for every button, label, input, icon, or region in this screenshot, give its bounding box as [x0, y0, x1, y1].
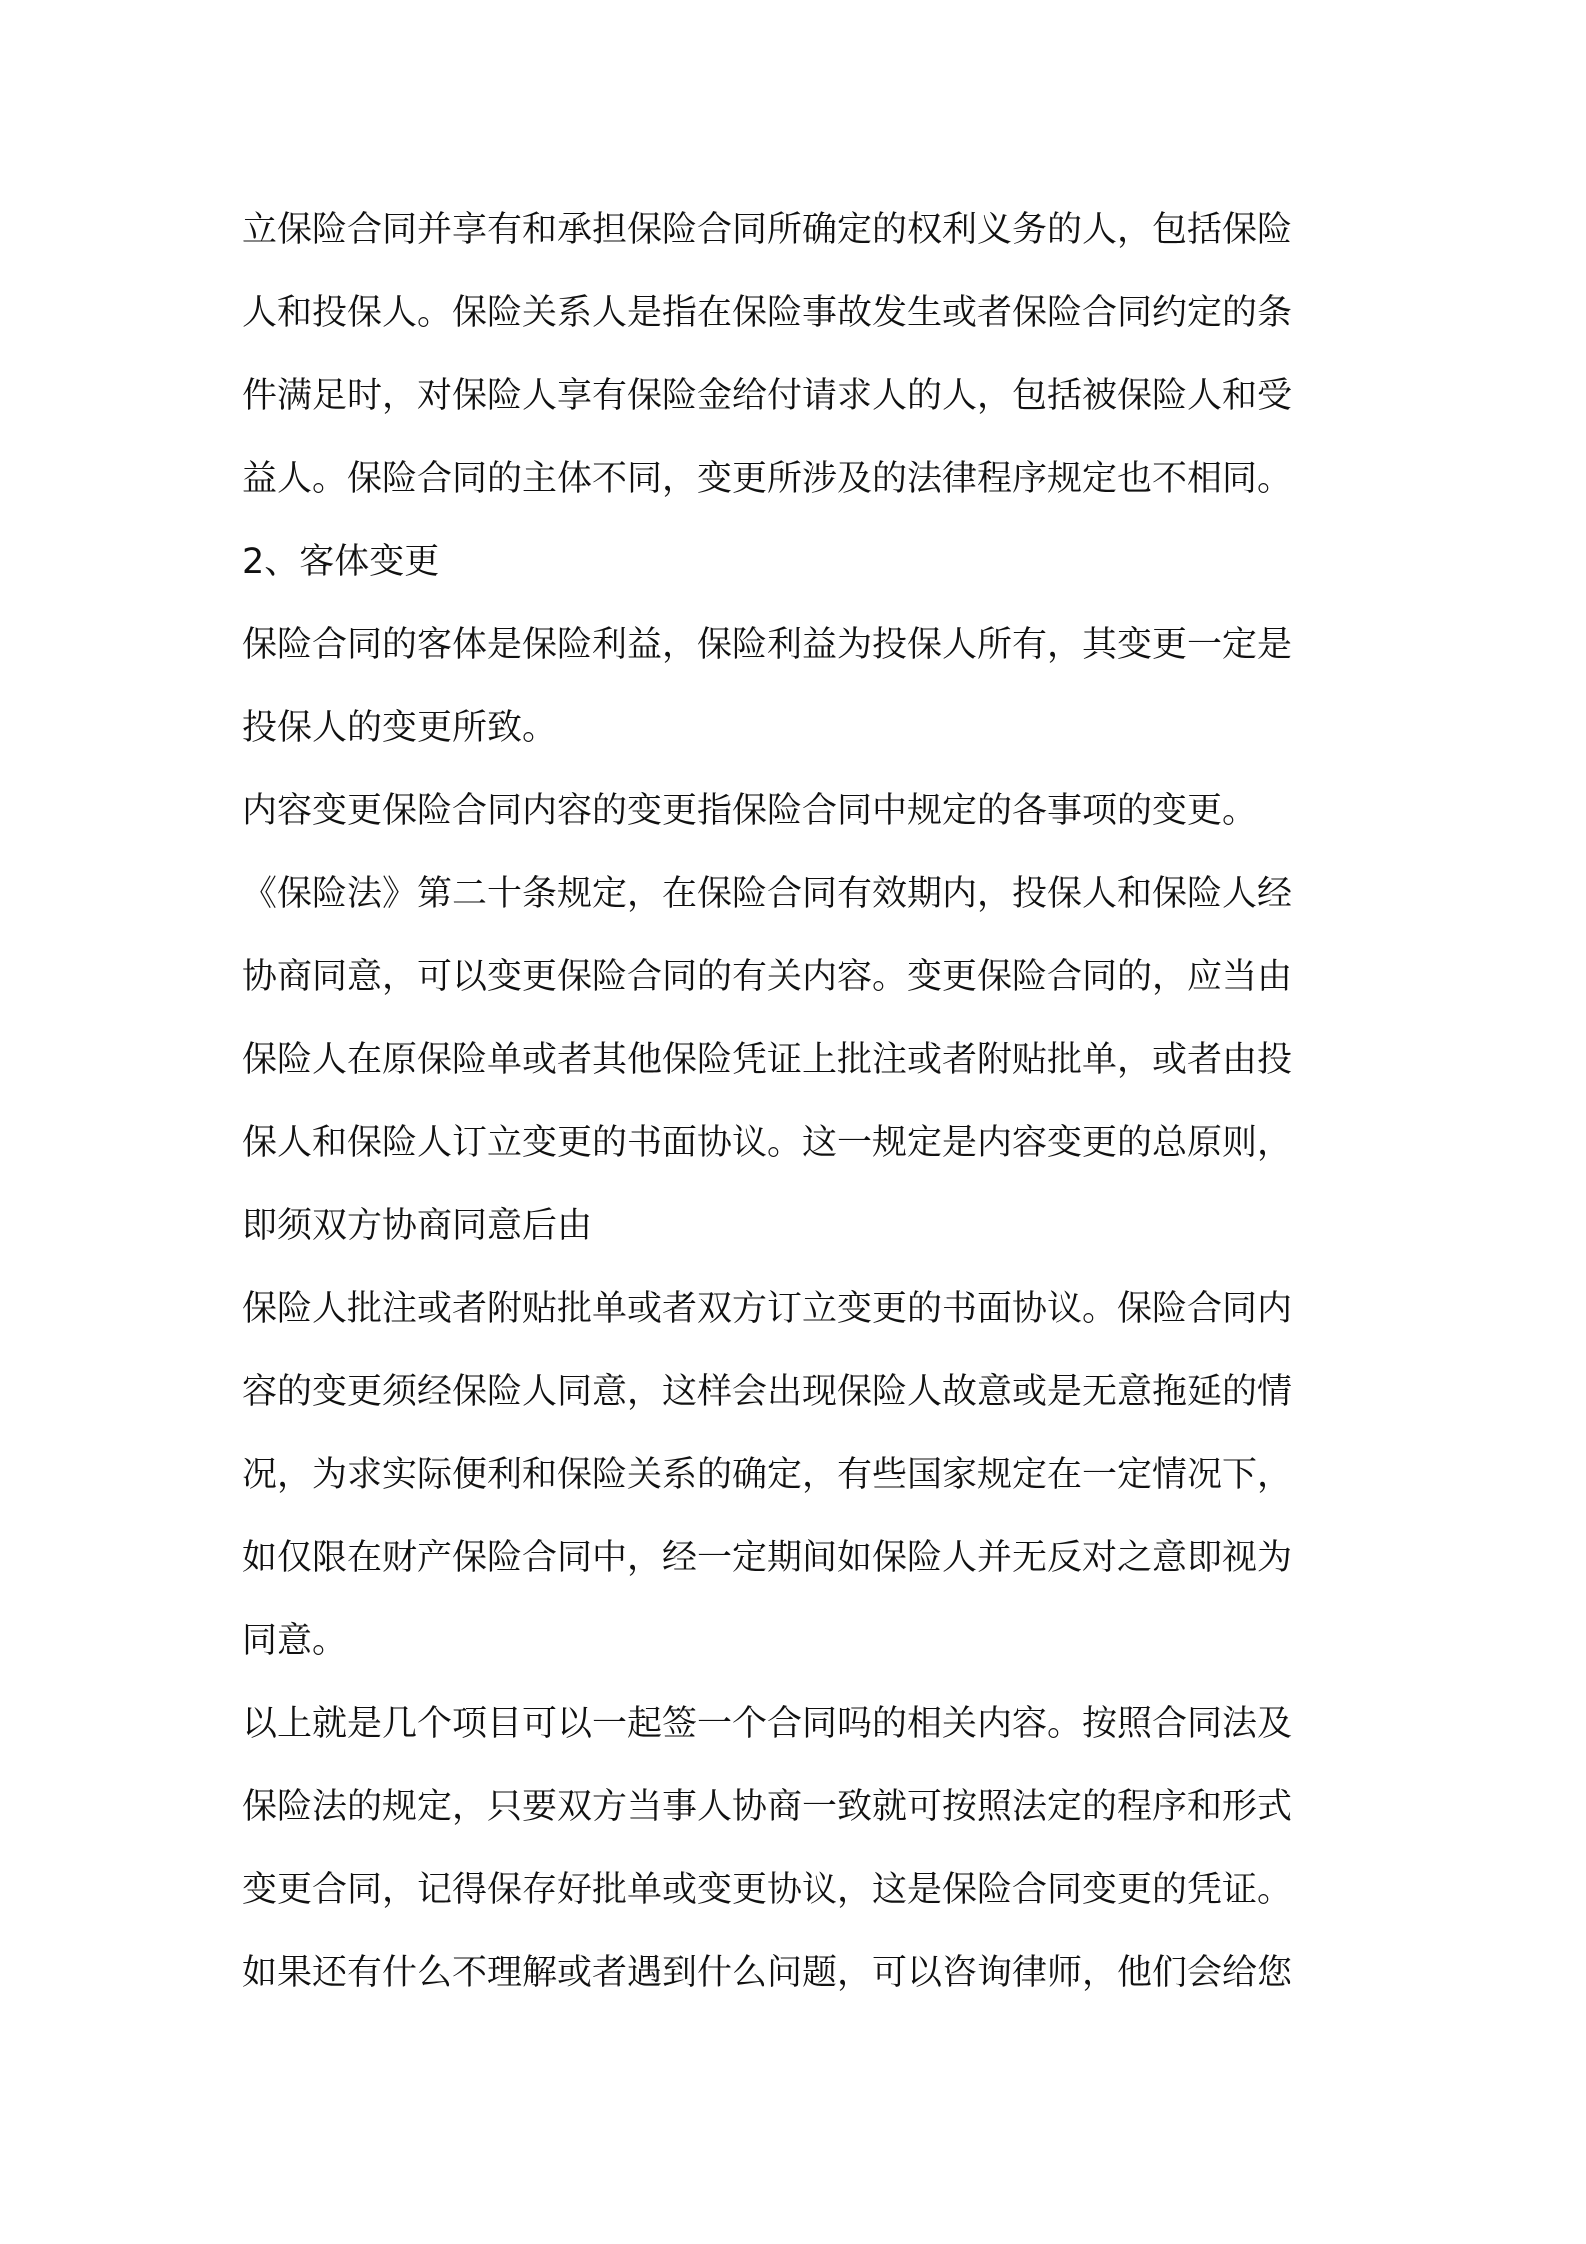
- text-line: 如果还有什么不理解或者遇到什么问题，可以咨询律师，他们会给您: [242, 1953, 1293, 1993]
- text-line: 变更合同，记得保存好批单或变更协议，这是保险合同变更的凭证。: [242, 1870, 1293, 1910]
- text-line: 益人。保险合同的主体不同，变更所涉及的法律程序规定也不相同。: [242, 459, 1293, 499]
- text-line: 保人和保险人订立变更的书面协议。这一规定是内容变更的总原则，: [242, 1123, 1293, 1163]
- text-line: 立保险合同并享有和承担保险合同所确定的权利义务的人，包括保险: [242, 210, 1293, 250]
- section-heading: 2、客体变更: [242, 542, 440, 582]
- text-line: 保险法的规定，只要双方当事人协商一致就可按照法定的程序和形式: [242, 1787, 1293, 1827]
- text-line: 件满足时，对保险人享有保险金给付请求人的人，包括被保险人和受: [242, 376, 1293, 416]
- text-line: 同意。: [242, 1621, 348, 1661]
- text-line: 如仅限在财产保险合同中，经一定期间如保险人并无反对之意即视为: [242, 1538, 1293, 1578]
- text-line: 《保险法》第二十条规定，在保险合同有效期内，投保人和保险人经: [242, 874, 1293, 914]
- text-line: 保险合同的客体是保险利益，保险利益为投保人所有，其变更一定是: [242, 625, 1293, 665]
- text-line: 保险人批注或者附贴批单或者双方订立变更的书面协议。保险合同内: [242, 1289, 1293, 1329]
- text-line: 协商同意，可以变更保险合同的有关内容。变更保险合同的，应当由: [242, 957, 1293, 997]
- text-line: 容的变更须经保险人同意，这样会出现保险人故意或是无意拖延的情: [242, 1372, 1293, 1412]
- text-line: 以上就是几个项目可以一起签一个合同吗的相关内容。按照合同法及: [242, 1704, 1293, 1744]
- text-line: 人和投保人。保险关系人是指在保险事故发生或者保险合同约定的条: [242, 293, 1293, 333]
- text-line: 况，为求实际便利和保险关系的确定，有些国家规定在一定情况下，: [242, 1455, 1293, 1495]
- text-line: 即须双方协商同意后由: [242, 1206, 593, 1246]
- text-line: 投保人的变更所致。: [242, 708, 558, 748]
- text-line: 内容变更保险合同内容的变更指保险合同中规定的各事项的变更。: [242, 791, 1258, 831]
- text-line: 保险人在原保险单或者其他保险凭证上批注或者附贴批单，或者由投: [242, 1040, 1293, 1080]
